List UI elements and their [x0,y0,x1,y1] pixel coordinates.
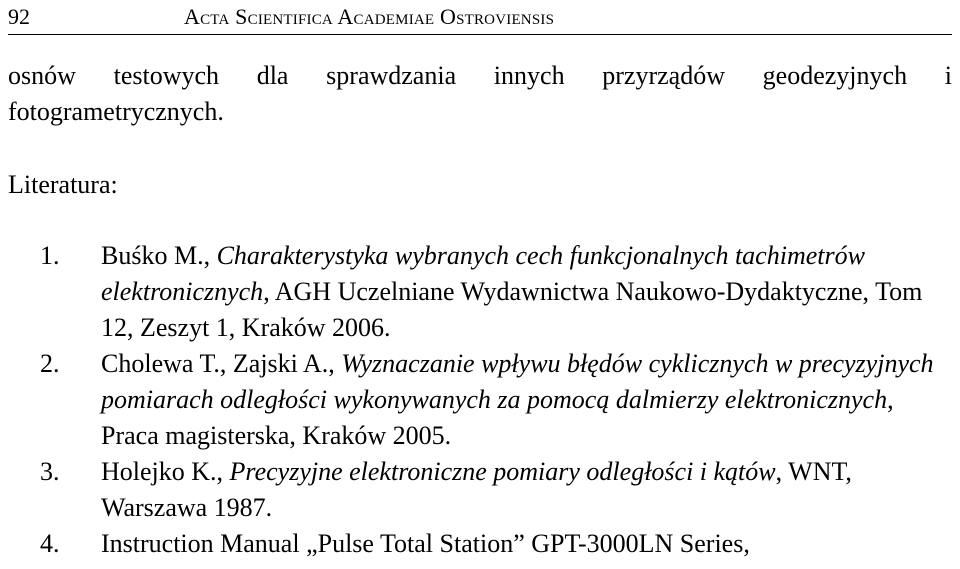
reference-separator: , [203,241,217,270]
reference-author: Holejko K. [101,457,217,486]
reference-list [0,238,952,562]
section-heading: Literatura: [8,170,118,199]
body-line-2: fotogrametrycznych. [8,97,224,126]
reference-title: Charakterystyka wybranych cech funkcjonalnych tachimetrów elektronicznych [101,241,865,306]
reference-publication: , Praca magisterska, Kraków 2005. [101,385,894,450]
reference-publication: , WNT, Warszawa 1987. [101,457,852,522]
reference-author: Buśko M. [101,241,204,270]
page-header [8,2,952,35]
reference-title: Wyznaczanie wpływu błędów cyklicznych w precyzyjnych pomiarach odległości wykonywanych za pomocą dalmierzy elektronicznych [101,349,934,414]
reference-number: 2. [40,349,60,378]
page-number: 92 [8,4,30,29]
reference-item [0,238,952,346]
reference-separator: , [328,349,342,378]
reference-publication: , AGH Uczelniane Wydawnictwa Naukowo-Dydaktyczne, Tom 12, Zeszyt 1, Kraków 2006. [101,277,923,342]
reference-item [0,346,952,454]
reference-number: 3. [40,457,60,486]
body-line-1: osnów testowych dla sprawdzania innych przyrządów geodezyjnych i [8,61,952,90]
reference-item [0,526,952,562]
body-paragraph [8,58,952,130]
reference-number: 4. [40,529,60,558]
reference-author: Instruction Manual „Pulse Total Station” GPT-3000LN Series, [101,529,750,558]
reference-title: Precyzyjne elektroniczne pomiary odległości i kątów [229,457,776,486]
reference-number: 1. [40,241,60,270]
journal-title: Acta Scientifica Academiae Ostroviensis [184,4,555,29]
reference-separator: , [216,457,230,486]
reference-item [0,454,952,526]
reference-author: Cholewa T., Zajski A. [101,349,329,378]
